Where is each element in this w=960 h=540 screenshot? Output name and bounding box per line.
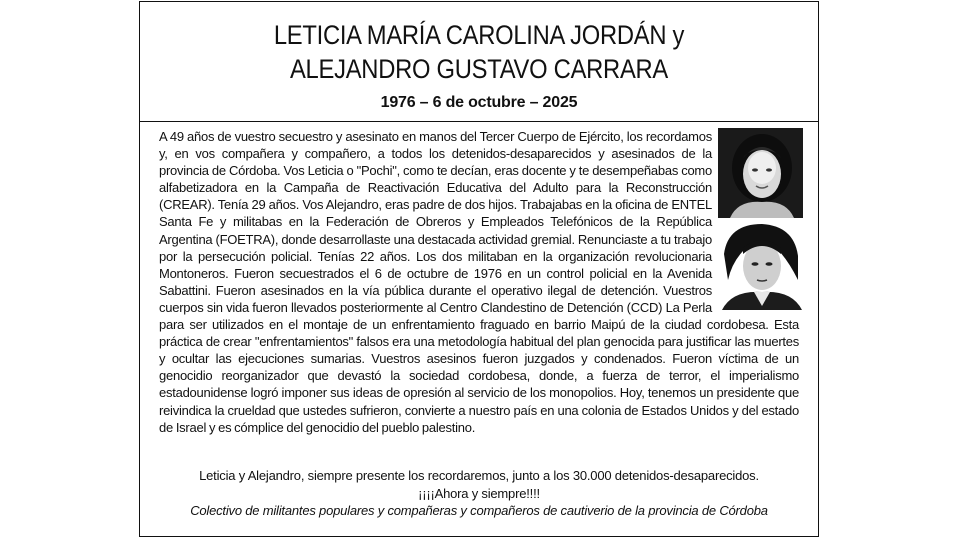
notice-body-text: A 49 años de vuestro secuestro y asesinato en manos del Tercer Cuerpo de Ejército, los recordamos y, en vos compañera y compañero, a todos los detenidos-desaparecidos y asesinados de la provincia de Córdoba. Vos Leticia o "Pochi", como te decían, eras docente y te desempeñabas como alfabetizadora en la Campaña de Reactivación Educativa del Adulto para la Reconstrucción (CREAR). Tenía 29 años. Vos Alejandro, eras padre de dos hijos. Trabajabas en la oficina de ENTEL Santa Fe y militabas en la Federación de Obreros y Empleados Telefónicos de la República Argentina (FOETRA), donde desarrollaste una destacada actividad gremial. Renunciaste a tu trabajo por la persecución policial. Tenías 22 años. Los dos militaban en la organización revolucionaria Montoneros. Fueron secuestrados el 6 de octubre de 1976 en un control policial en la Avenida Sabattini. Fueron asesinados en la vía pública durante el operativo ilegal de detención. Vuestros cuerpos sin vida fueron llevados posteriormente al Centro Clandestino de Detención (CCD) La Perla para ser utilizados en el montaje de un enfrentamiento fraguado en barrio Maipú de la ciudad cordobesa. Esta práctica de crear "enfrentamientos" falsos era una metodología habitual del plan genocida para justificar las muertes y ocultar las ejecuciones sumarias. Vuestros asesinos fueron juzgados y condenados. Fueron víctima de un genocidio reorganizador que devastó la sociedad cordobesa, donde, a fuerza de terror, el imperialismo estadounidense logró imponer sus ideas de opresión al servicio de los monopolios. Hoy, tenemos un presidente que reivindica la crueldad que ustedes sufrieron, convierte a nuestro país en una colonia de Estados Unidos y del estado de Israel y es cómplice del genocidio del pueblo palestino. — [159, 129, 799, 435]
closing-signature: Colectivo de militantes populares y compañeras y compañeros de cautiverio de la provincia de Córdoba — [190, 503, 768, 518]
notice-body — [159, 128, 799, 436]
notice-frame — [139, 1, 819, 537]
photos-column — [718, 128, 803, 310]
photo-alejandro — [718, 220, 803, 310]
notice-dates: 1976 – 6 de octubre – 2025 — [380, 94, 578, 111]
portrait-leticia-image — [718, 128, 803, 218]
portrait-alejandro-image — [718, 220, 803, 310]
closing-line-2: ¡¡¡¡Ahora y siempre!!!! — [418, 485, 540, 501]
photo-leticia — [718, 128, 803, 218]
title-line-2: ALEJANDRO GUSTAVO CARRARA — [289, 54, 669, 84]
title-line-1: LETICIA MARÍA CAROLINA JORDÁN y — [273, 20, 685, 50]
closing-line-1: Leticia y Alejandro, siempre presente los recordaremos, junto a los 30.000 detenidos-desaparecidos. — [199, 468, 759, 483]
notice-header — [140, 2, 818, 122]
notice-closing — [140, 467, 818, 520]
notice-title — [181, 18, 778, 86]
